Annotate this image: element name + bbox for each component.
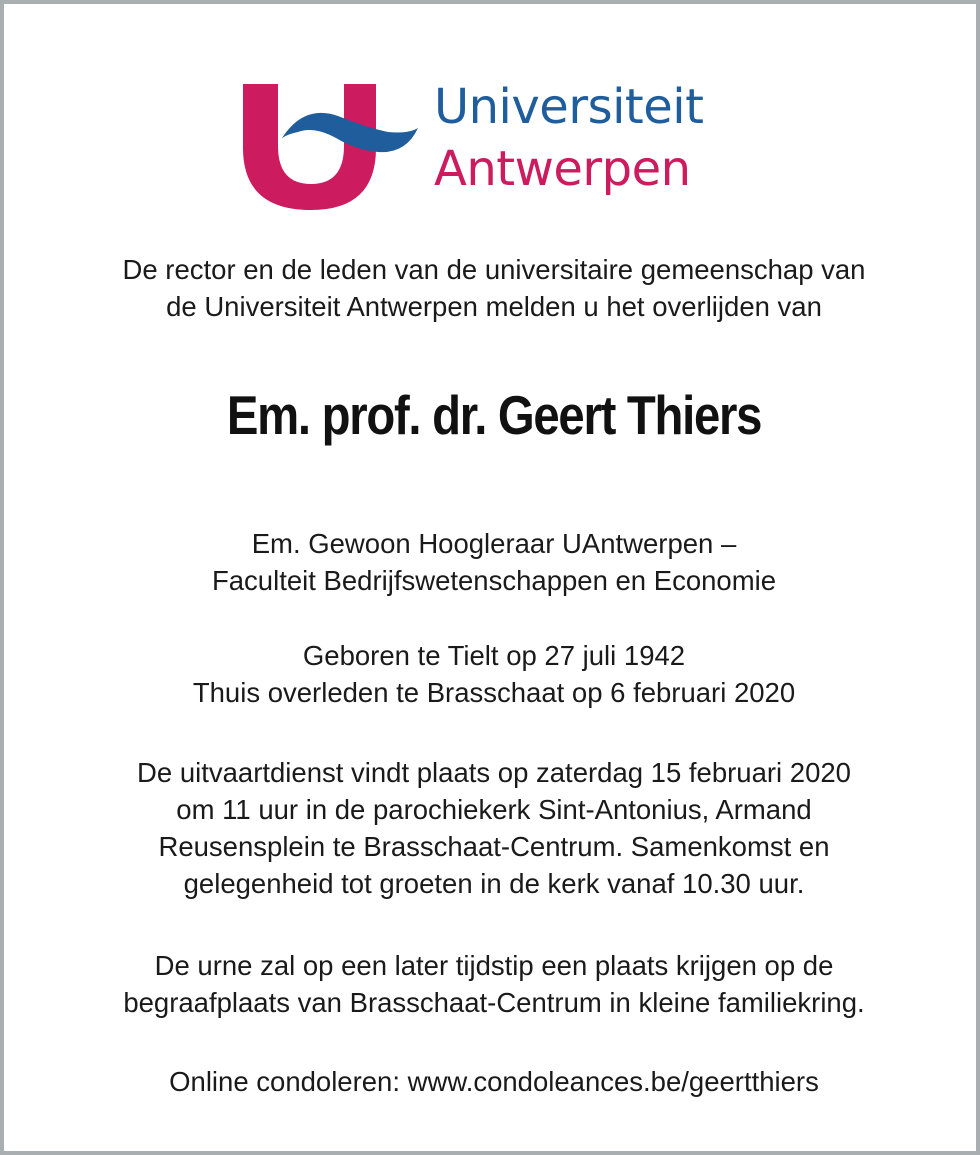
service-line: De uitvaartdienst vindt plaats op zaterdag 15 februari 2020 [137,757,851,788]
birth-line: Geboren te Tielt op 27 juli 1942 [302,640,686,671]
service-line: gelegenheid tot groeten in de kerk vanaf 10.30 uur. [183,868,805,899]
service-line: om 11 uur in de parochiekerk Sint-Antonius, Armand [176,794,812,825]
logo-wordmark [434,76,703,200]
title-line: Em. Gewoon Hoogleraar UAntwerpen – [251,528,737,559]
death-line: Thuis overleden te Brasschaat op 6 februari 2020 [192,677,796,708]
logo-line-antwerpen: Antwerpen [434,141,691,197]
urn-paragraph [4,947,980,1021]
academic-title [4,525,980,599]
online-condolences: Online condoleren: www.condoleances.be/geertthiers [169,1066,819,1097]
service-line: Reusensplein te Brasschaat-Centrum. Samenkomst en [158,831,830,862]
intro-line: de Universiteit Antwerpen melden u het overlijden van [166,291,822,322]
logo-line-universiteit: Universiteit [434,79,704,135]
university-logo [238,76,738,216]
deceased-name: Em. prof. dr. Geert Thiers [226,384,762,446]
intro-line: De rector en de leden van de universitaire gemeenschap van [122,254,866,285]
university-u-mark-icon [238,76,418,216]
intro-paragraph [4,251,980,325]
funeral-service-paragraph [4,754,980,902]
urn-line: De urne zal op een later tijdstip een plaats krijgen op de [154,950,834,981]
life-dates [4,637,980,711]
title-line: Faculteit Bedrijfswetenschappen en Economie [211,565,777,596]
urn-line: begraafplaats van Brasschaat-Centrum in kleine familiekring. [123,987,865,1018]
